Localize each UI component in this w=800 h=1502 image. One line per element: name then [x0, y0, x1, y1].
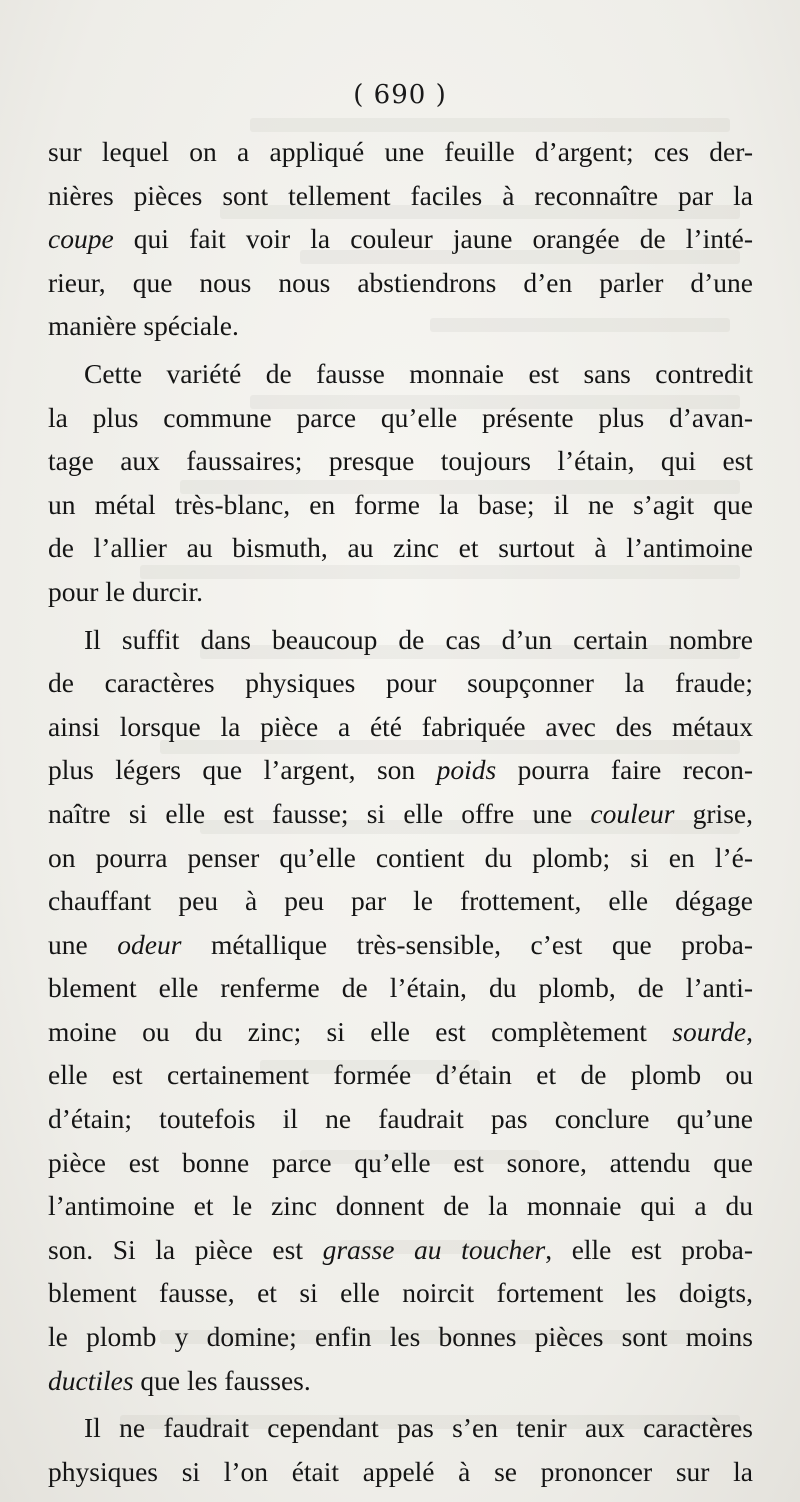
text-line	[48, 1359, 753, 1403]
italic-term: coupe	[48, 223, 114, 255]
text-run: tage aux faussaires; presque toujours l’étain, qui est	[48, 445, 753, 477]
text-run: Cette variété de fausse monnaie est sans contredit	[84, 357, 753, 389]
text-run: grise,	[674, 797, 753, 829]
text-run: elle est certainement formée d’étain et de plomb ou	[48, 1059, 753, 1091]
text-line	[48, 439, 753, 483]
body-text	[48, 130, 753, 1497]
text-run: manière spéciale.	[48, 310, 239, 342]
text-run: on pourra penser qu’elle contient du plomb; si en l’é-	[48, 841, 753, 873]
text-line	[48, 130, 753, 174]
text-line	[48, 526, 753, 570]
text-line	[48, 261, 753, 305]
paragraph	[48, 1406, 753, 1493]
paragraph	[48, 130, 753, 348]
text-run: blement fausse, et si elle noircit fortement les doigts,	[48, 1277, 753, 1309]
text-run: de caractères physiques pour soupçonner la fraude;	[48, 667, 753, 699]
text-run: pourra faire recon-	[496, 754, 753, 786]
text-line	[48, 1141, 753, 1185]
text-line	[48, 352, 753, 396]
text-line	[48, 217, 753, 261]
italic-term: odeur	[117, 928, 182, 960]
text-line	[48, 570, 753, 614]
text-run: nières pièces sont tellement faciles à reconnaître par la	[48, 179, 753, 211]
text-line	[48, 1406, 753, 1450]
text-run: l’antimoine et le zinc donnent de la monnaie qui a du	[48, 1190, 753, 1222]
text-line	[48, 661, 753, 705]
text-line	[48, 1097, 753, 1141]
text-run: Il suffit dans beaucoup de cas d’un certain nombre	[84, 623, 753, 655]
text-line	[48, 1271, 753, 1315]
text-line	[48, 923, 753, 967]
paragraph	[48, 618, 753, 1403]
text-run: pour le durcir.	[48, 575, 204, 607]
text-run: , elle est proba-	[545, 1233, 753, 1265]
italic-term: grasse au toucher	[322, 1233, 546, 1265]
text-run: Il ne faudrait cependant pas s’en tenir aux caractères	[84, 1412, 753, 1444]
text-run: plus légers que l’argent, son	[48, 754, 437, 786]
text-line	[48, 966, 753, 1010]
text-run: blement elle renferme de l’étain, du plomb, de l’anti-	[48, 972, 753, 1004]
text-run: la plus commune parce qu’elle présente plus d’avan-	[48, 401, 753, 433]
text-line	[48, 618, 753, 662]
text-run: moine ou du zinc; si elle est complètement	[48, 1015, 673, 1047]
text-run: que les fausses.	[133, 1364, 311, 1396]
text-line	[48, 1053, 753, 1097]
text-line	[48, 1450, 753, 1494]
italic-term: poids	[436, 754, 497, 786]
text-run: rieur, que nous nous abstiendrons d’en parler d’une	[48, 266, 753, 298]
paragraph	[48, 352, 753, 614]
text-line	[48, 174, 753, 218]
text-line	[48, 792, 753, 836]
italic-term: couleur	[590, 797, 675, 829]
text-run: le plomb y domine; enfin les bonnes pièces sont moins	[48, 1321, 753, 1353]
text-line	[48, 748, 753, 792]
text-line	[48, 396, 753, 440]
text-run: pièce est bonne parce qu’elle est sonore, attendu que	[48, 1146, 753, 1178]
text-run: sur lequel on a appliqué une feuille d’argent; ces der-	[48, 136, 753, 167]
text-line	[48, 836, 753, 880]
text-run: ,	[746, 1015, 753, 1047]
text-run: chauffant peu à peu par le frottement, elle dégage	[48, 885, 753, 917]
text-line	[48, 1010, 753, 1054]
text-run: métallique très-sensible, c’est que proba-	[181, 928, 753, 960]
text-run: ainsi lorsque la pièce a été fabriquée avec des métaux	[48, 710, 753, 742]
text-run: naître si elle est fausse; si elle offre une	[48, 797, 591, 829]
text-run: de l’allier au bismuth, au zinc et surtout à l’antimoine	[48, 532, 753, 564]
text-line	[48, 483, 753, 527]
text-run: d’étain; toutefois il ne faudrait pas conclure qu’une	[48, 1103, 753, 1135]
text-run: qui fait voir la couleur jaune orangée de l’inté-	[113, 223, 753, 255]
page-number: ( 690 )	[353, 80, 447, 110]
text-line	[48, 1315, 753, 1359]
text-run: un métal très-blanc, en forme la base; il ne s’agit que	[48, 488, 753, 520]
text-line	[48, 304, 753, 348]
text-line	[48, 879, 753, 923]
text-run: une	[48, 928, 118, 960]
italic-term: sourde	[672, 1015, 747, 1047]
text-line	[48, 1184, 753, 1228]
text-line	[48, 705, 753, 749]
text-line	[48, 1228, 753, 1272]
text-run: physiques si l’on était appelé à se prononcer sur la	[48, 1455, 753, 1487]
text-run: son. Si la pièce est	[48, 1233, 323, 1265]
italic-term: ductiles	[48, 1364, 134, 1396]
